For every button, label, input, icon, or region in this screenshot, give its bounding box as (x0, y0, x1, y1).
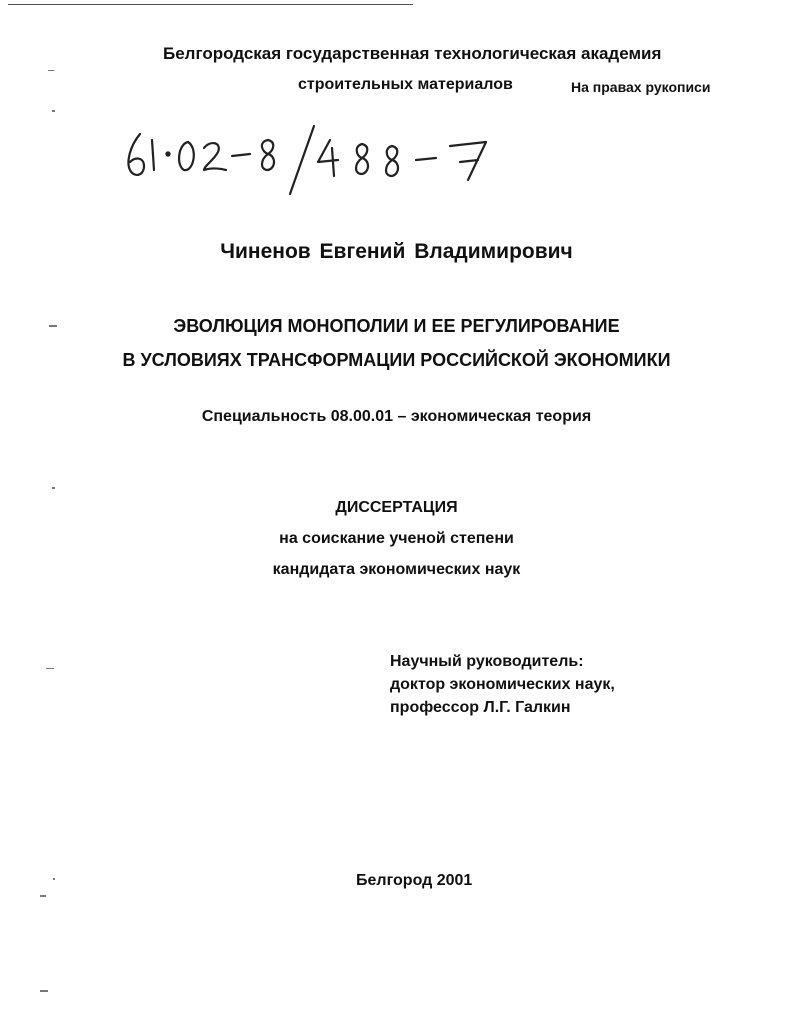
city-and-year: Белгород 2001 (356, 872, 473, 889)
thesis-title-line2: В УСЛОВИЯХ ТРАНСФОРМАЦИИ РОССИЙСКОЙ ЭКОНОМИКИ (122, 350, 671, 370)
handwritten-archive-number (118, 118, 538, 198)
scan-speck (40, 990, 48, 992)
scan-speck (48, 70, 54, 71)
degree-line2: кандидата экономических наук (272, 561, 521, 578)
manuscript-rights-label: На правах рукописи (571, 79, 711, 95)
degree-line1: на соискание ученой степени (279, 530, 514, 547)
scan-speck (52, 110, 55, 112)
scan-speck (46, 668, 54, 669)
supervisor-name: профессор Л.Г. Галкин (390, 699, 571, 716)
scan-speck (40, 895, 46, 897)
thesis-title-line1: ЭВОЛЮЦИЯ МОНОПОЛИИ И ЕЕ РЕГУЛИРОВАНИЕ (173, 316, 620, 336)
institution-name-line2: строительных материалов (298, 76, 513, 93)
scan-speck (52, 487, 55, 489)
specialty-line: Специальность 08.00.01 – экономическая теория (201, 408, 592, 425)
author-name: Чиненов Евгений Владимирович (220, 240, 573, 263)
scan-edge-line (8, 4, 413, 5)
supervisor-degree: доктор экономических наук, (390, 676, 615, 693)
dissertation-heading: ДИССЕРТАЦИЯ (335, 499, 458, 516)
institution-name-line1: Белгородская государственная технологическая академия (163, 44, 662, 63)
supervisor-label: Научный руководитель: (390, 653, 584, 670)
scan-speck (53, 878, 55, 880)
